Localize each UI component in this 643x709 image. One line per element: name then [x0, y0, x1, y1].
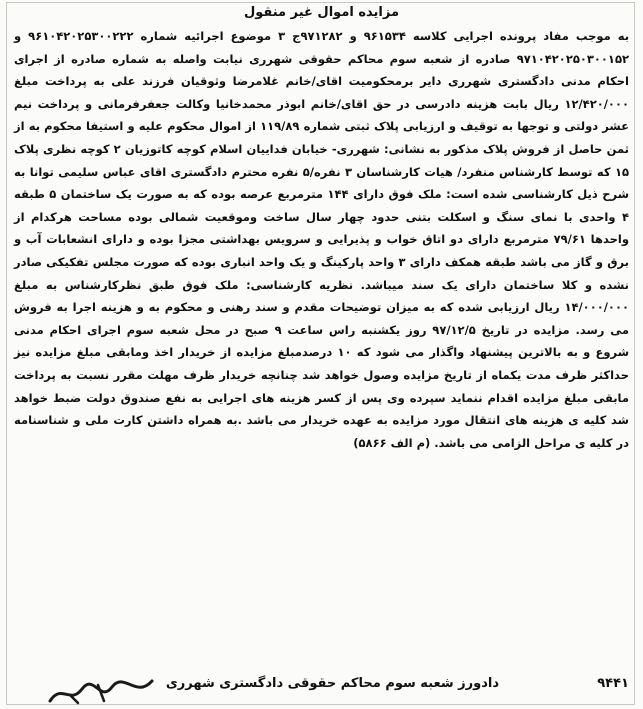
- handwritten-signature: [40, 675, 160, 707]
- notice-title: مزایده اموال غیر منقول: [243, 5, 400, 20]
- notice-body: به موجب مفاد پرونده اجرایی کلاسه ۹۶۱۵۳۴ و ۹۷۱۲۸۲ج ۳ موضوع اجرائیه شماره ۹۶۱۰۴۲۰۲۵۳۰۰۲۲۲ و ۹۷۱۰۴۲۰۲۵۰۳۰۰۱۵۲ صادره از شعبه سوم محاکم حقوقی شهرری نیابت واصله به شماره صادره از اجرای احکام مدنی دادگستری شهرری دایر برمحکومیت اقای/خانم غلامرضا وثوقیان فرزند علی به پرداخت مبلغ ۱۲/۴۲۰/۰۰۰ ریال بابت هزینه دادرسی در حق اقای/خانم ابوذر محمدخانیا وکالت جعفرفرمانی و پرداخت نیم عشر دولتی و توجها به توقیف و ارزیابی پلاک ثبتی شماره ۱۱۹/۸۹ از اموال محکوم علیه و استیفا محکوم به از ثمن حاصل از فروش پلاک مذکور به نشانی: شهرری- خیابان فداییان اسلام کوچه کاتوزیان ۲ کوچه نظری پلاک ۱۵ که توسط کارشناس منفرد/ هیات کارشناسان ۳ نفره/۵ نفره محترم دادگستری اقای عباس سلیمی توانا به شرح ذیل کارشناسی شده است: ملک فوق دارای ۱۴۴ مترمربع عرصه بوده که به صورت یک ساختمان ۵ طبقه ۴ واحدی با نمای سنگ و اسکلت بتنی حدود چهار سال ساخت وموقعیت شمالی بوده مساحت هرکدام از واحدها ۷۹/۶۱ مترمربع دارای دو اتاق خواب و پذیرایی و سرویس بهداشتی مجزا بوده و دارای انشعابات آب و برق و گاز می باشد طبقه همکف دارای ۳ واحد پارکینگ و یک واحد انباری بوده که صورت مجلس تفکیکی صادر نشده و کلا ساختمان دارای یک سند میباشد. نظریه کارشناسی: ملک فوق طبق نظرکارشناس به مبلغ ۱۴/۰۰۰/۰۰۰ ریال ارزیابی شده که به میزان توضیحات مقدم و سند رهنی و محکوم به و هزینه اجرا به فروش می رسد. مزایده در تاریخ ۹۷/۱۲/۵ روز یکشنبه راس ساعت ۹ صبح در محل شعبه سوم اجرای احکام مدنی شروع و به بالاترین پیشنهاد واگذار می شود که ۱۰ درصدمبلغ مزایده از خریدار اخذ ومابقی مبلغ مزایده نیز حداکثر ظرف مدت یکماه از تاریخ مزایده وصول خواهد شد چنانچه خریدار ظرف مهلت مقرر نسبت به پرداخت مابقی مبلغ مزایده اقدام ننماید سپرده وی پس از کسر هزینه های اجرایی به نفع صندوق دولت ضبط خواهد شد کلیه ی هزینه های انتقال مورد مزایده به عهده خریدار می باشد .به همراه داشتن کارت ملی و شناسنامه در کلیه ی مراحل الزامی می باشد. (م الف ۵۸۶۶): [14, 29, 630, 450]
- ad-number: ۹۴۴۱: [597, 676, 629, 691]
- issuer-signature-line: دادورز شعبه سوم محاکم حقوقی دادگستری شهرری: [165, 676, 499, 691]
